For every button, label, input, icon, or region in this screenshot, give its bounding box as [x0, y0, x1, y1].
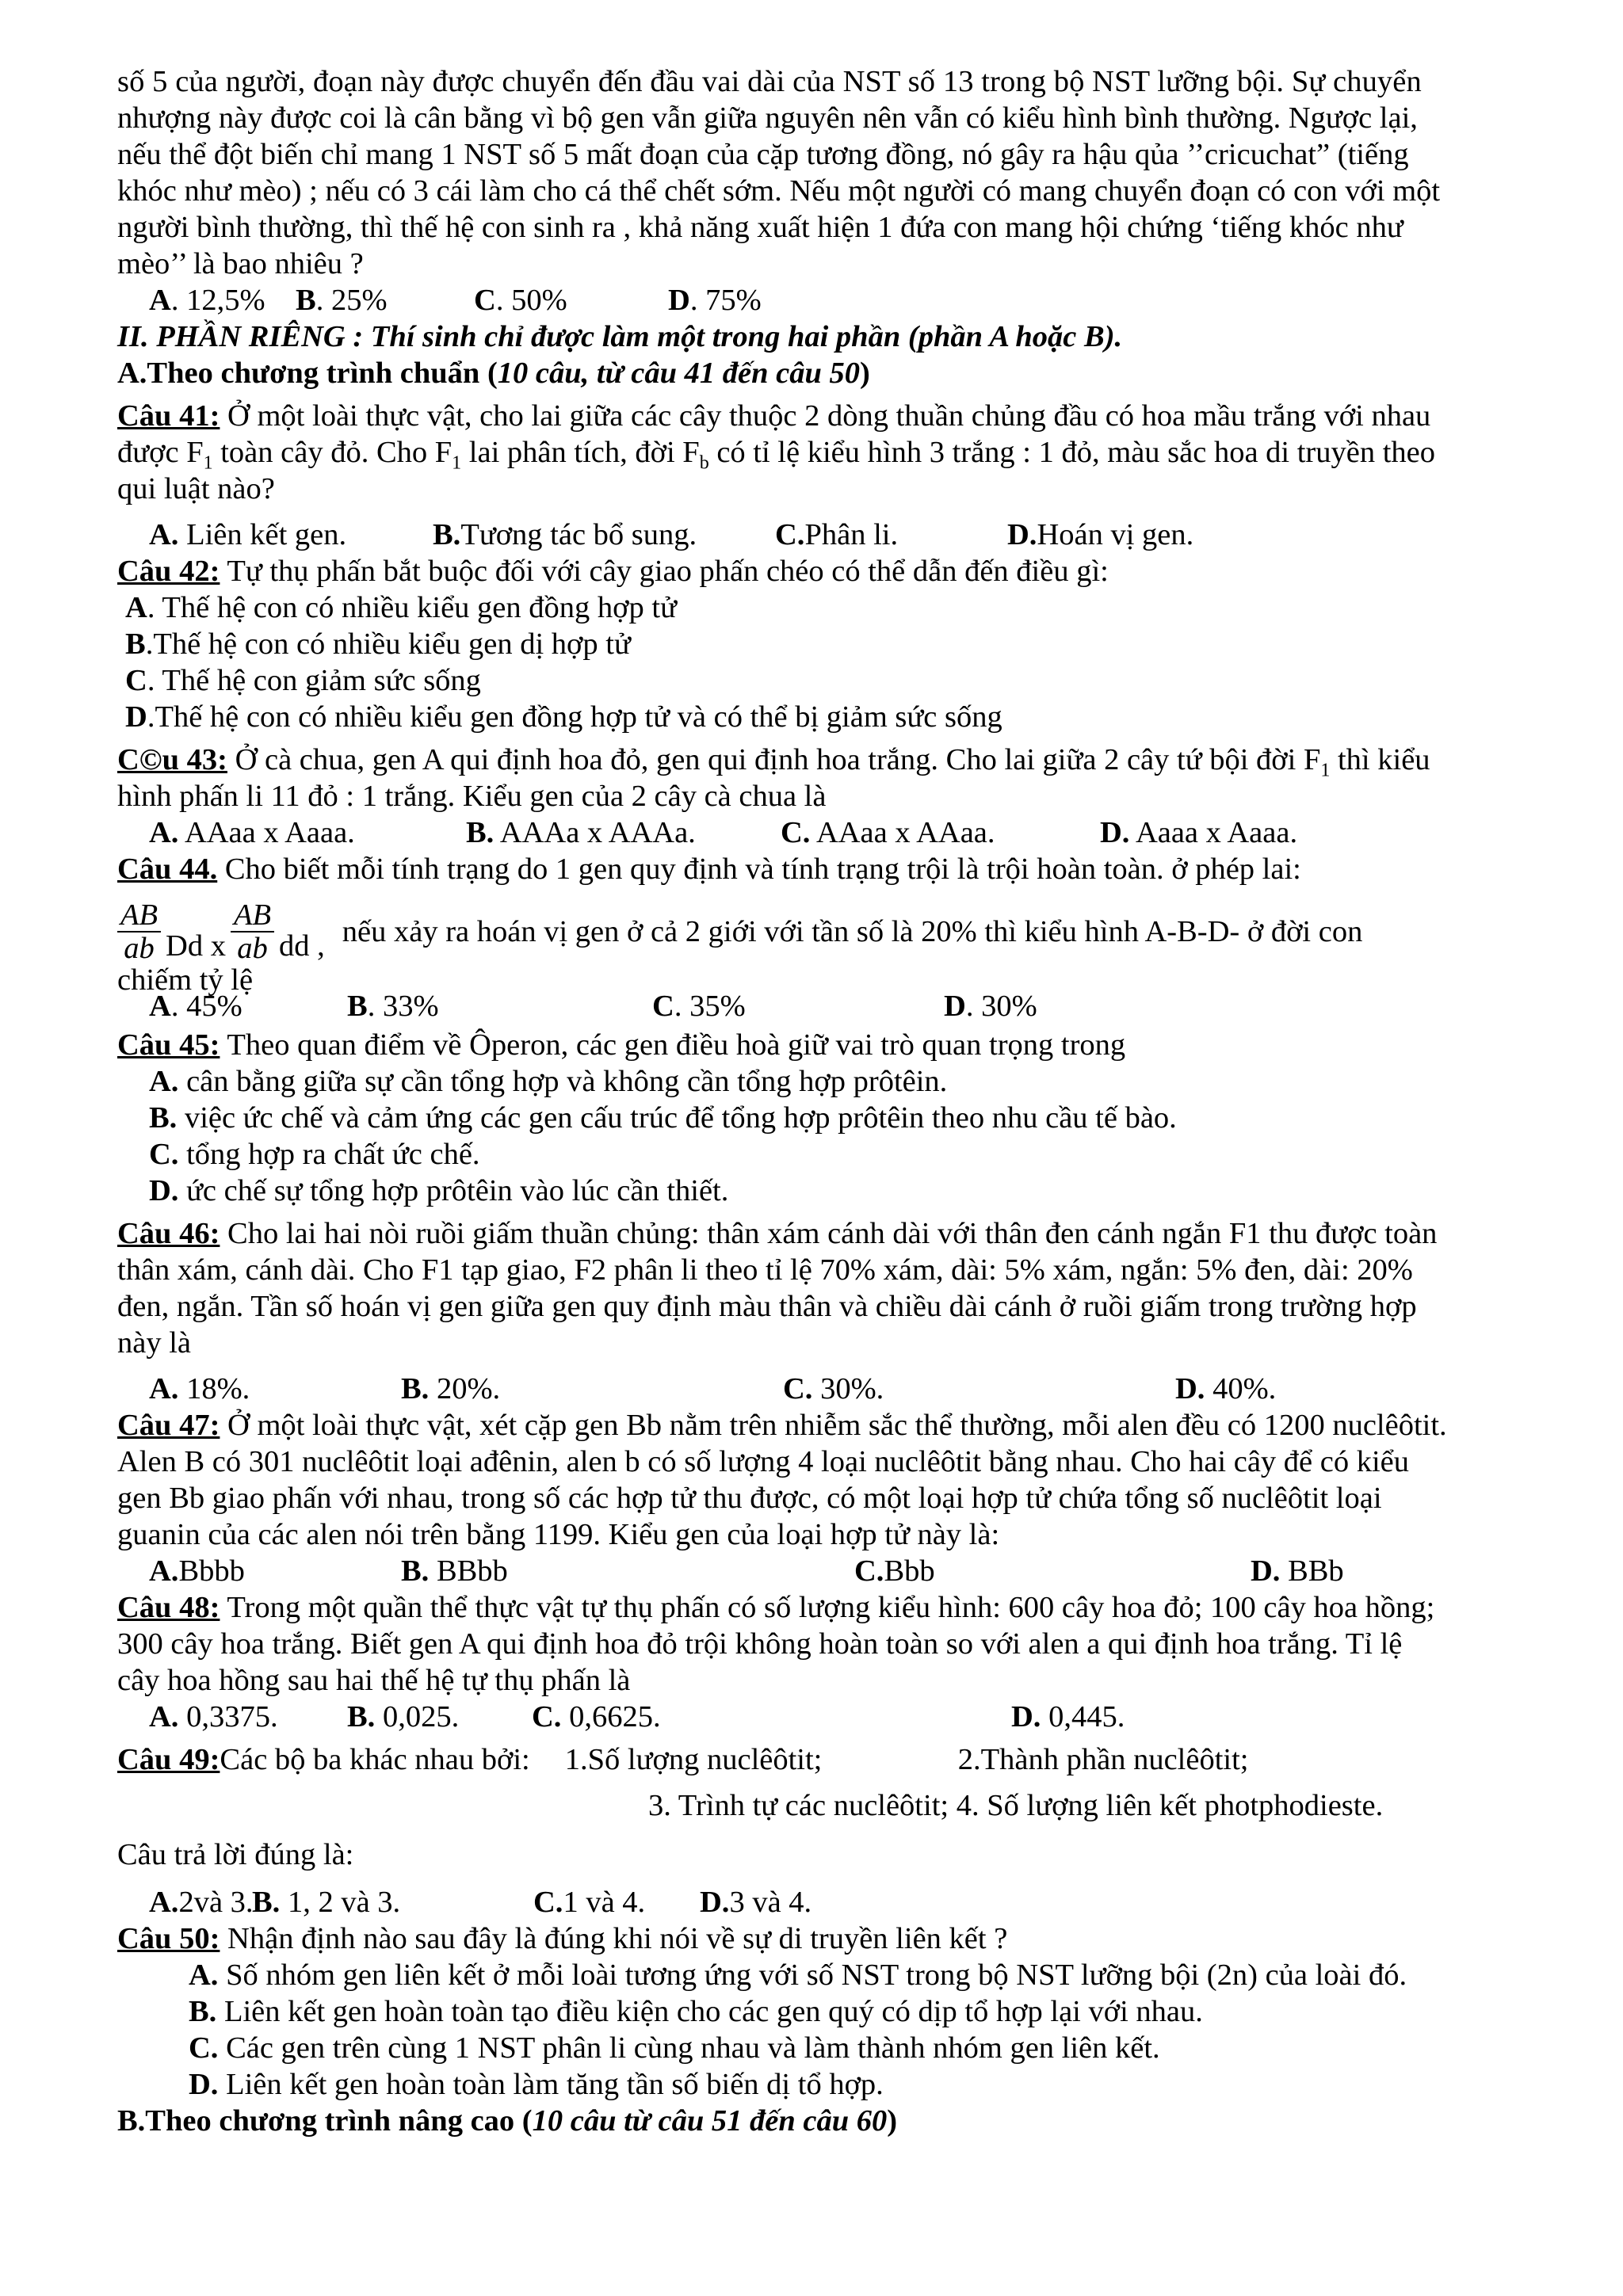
intro-line-3: nếu thể đột biến chỉ mang 1 NST số 5 mất đoạn của cặp tương đồng, nó gây ra hậu qủa ’’cricuchat” (tiếng: [117, 138, 1409, 171]
question-label: Câu 44.: [117, 852, 218, 886]
options: [117, 1371, 1544, 1407]
intro-line-1: số 5 của người, đoạn này được chuyển đến đầu vai dài của NST số 13 trong bộ NST lưỡng bội. Sự chuyển: [117, 65, 1422, 98]
question-text: Ở một loài thực vật, cho lai giữa các cây thuộc 2 dòng thuần chủng đầu có hoa mầu trắng với nhau: [220, 399, 1431, 433]
question-43: [117, 742, 1544, 851]
question-text: chiếm tỷ lệ: [117, 963, 254, 997]
question-text: guanin của các alen nói trên bằng 1199. Kiểu gen của loại hợp tử này là:: [117, 1518, 1000, 1551]
option-d: D. BBb: [1251, 1554, 1344, 1588]
question-text: hình phấn li 11 đỏ : 1 trắng. Kiểu gen của 2 cây cà chua là: [117, 780, 827, 813]
question-text: cây hoa hồng sau hai thế hệ tự thụ phấn là: [117, 1664, 631, 1697]
question-text: nếu xảy ra hoán vị gen ở cả 2 giới với tần số là 20% thì kiểu hình A-B-D- ở đời con: [342, 915, 1363, 948]
option-a: A. Thế hệ con có nhiều kiểu gen đồng hợp tử: [125, 591, 677, 624]
option-a: A.2và 3.: [149, 1886, 254, 1919]
question-text: Các bộ ba khác nhau bởi:: [220, 1743, 530, 1776]
option-c: C. 35%: [652, 990, 746, 1023]
options: [117, 1699, 1544, 1735]
option-d: D. 30%: [944, 990, 1037, 1023]
option-d: D.Thế hệ con có nhiều kiểu gen đồng hợp tử và có thể bị giảm sức sống: [125, 700, 1002, 734]
question-text: Ở một loài thực vật, xét cặp gen Bb nằm trên nhiễm sắc thể thường, mỗi alen đều có 1200 nuclêôtit.: [220, 1409, 1447, 1442]
option-d: D. 40%.: [1175, 1372, 1277, 1405]
question-label: Câu 49:: [117, 1743, 220, 1776]
options: [117, 517, 1544, 553]
option-b: B.Thế hệ con có nhiều kiểu gen dị hợp tử: [125, 627, 631, 661]
question-label: Câu 41:: [117, 399, 220, 433]
option-c: C. AAaa x AAaa.: [781, 816, 995, 849]
question-text: Nhận định nào sau đây là đúng khi nói về sự di truyền liên kết ?: [220, 1922, 1008, 1955]
option-d: D. 75%: [668, 284, 762, 317]
question-text: gen Bb giao phấn với nhau, trong số các hợp tử thu được, có một loại hợp tử chứa tổng số nuclêôtit loại: [117, 1482, 1382, 1515]
option-a: A. AAaa x Aaaa.: [149, 816, 355, 849]
option-a: A. 18%.: [149, 1372, 250, 1405]
intro-options: [117, 282, 1544, 318]
question-text: Theo quan điểm về Ôperon, các gen điều hoà giữ vai trò quan trọng trong: [220, 1028, 1126, 1062]
question-45: [117, 1027, 1544, 1209]
intro-line-6: mèo’’ là bao nhiêu ?: [117, 247, 364, 280]
option-d: D.Hoán vị gen.: [1007, 518, 1194, 551]
question-label: Câu 42:: [117, 555, 220, 588]
option-a: A. Liên kết gen.: [149, 518, 347, 551]
option-d: D. 0,445.: [1011, 1700, 1125, 1733]
question-44: [117, 851, 1544, 1023]
question-text: Tự thụ phấn bắt buộc đối với cây giao phấn chéo có thể dẫn đến điều gì:: [220, 555, 1109, 588]
question-text: 300 cây hoa trắng. Biết gen A qui định hoa đỏ trội không hoàn toàn so với alen a qui định hoa trắng. Tỉ lệ: [117, 1627, 1403, 1661]
question-text: Alen B có 301 nuclêôtit loại ađênin, alen b có số lượng 4 loại nuclêôtit bằng nhau. Cho hai cây để có kiểu: [117, 1445, 1410, 1478]
option-b: B. AAAa x AAAa.: [466, 816, 696, 849]
option-b: B. 0,025.: [347, 1700, 460, 1733]
option-b: B. Liên kết gen hoàn toàn tạo điều kiện cho các gen quý có dịp tổ hợp lại với nhau.: [189, 1995, 1203, 2028]
option-b: B. 1, 2 và 3.: [252, 1886, 401, 1919]
option-b: B. BBbb: [401, 1554, 508, 1588]
option-a: A. 12,5%: [149, 284, 265, 317]
options: [117, 814, 1544, 851]
question-label: C©u 43:: [117, 743, 227, 776]
question-text: Trong một quần thể thực vật tự thụ phấn có số lượng kiểu hình: 600 cây hoa đỏ; 100 cây hoa hồng;: [220, 1591, 1435, 1624]
answer-prompt: Câu trả lời đúng là:: [117, 1838, 354, 1871]
question-50: [117, 1920, 1544, 2103]
exam-page: [117, 63, 1544, 2139]
options: [117, 1884, 1544, 1920]
section-a-title: A.Theo chương trình chuẩn (10 câu, từ câu 41 đến câu 50): [117, 357, 870, 390]
option-a: A. cân bằng giữa sự cần tổng hợp và không cần tổng hợp prôtêin.: [149, 1065, 948, 1098]
option-a: A. 45%: [149, 990, 242, 1023]
option-b: B. 33%: [347, 990, 439, 1023]
question-label: Câu 46:: [117, 1217, 220, 1250]
items-3-4: 3. Trình tự các nuclêôtit; 4. Số lượng liên kết photphodieste.: [648, 1789, 1384, 1822]
option-c: C. Thế hệ con giảm sức sống: [125, 664, 481, 697]
options: [117, 1553, 1544, 1589]
option-c: C. Các gen trên cùng 1 NST phân li cùng nhau và làm thành nhóm gen liên kết.: [189, 2031, 1160, 2065]
option-a: A.Bbbb: [149, 1554, 245, 1588]
option-d: D. Liên kết gen hoàn toàn làm tăng tần số biến dị tổ hợp.: [189, 2068, 884, 2101]
question-47: [117, 1407, 1544, 1589]
fraction-left: $\frac{AB}{ab}$: [117, 899, 161, 964]
question-label: Câu 48:: [117, 1591, 220, 1624]
formula-mid: Dd x: [166, 929, 226, 963]
option-b: B. việc ức chế và cảm ứng các gen cấu trúc để tổng hợp prôtêin theo nhu cầu tế bào.: [149, 1101, 1177, 1135]
option-c: C.Bbb: [854, 1554, 935, 1588]
options: [117, 990, 1544, 1023]
question-text: Cho lai hai nòi ruồi giấm thuần chủng: thân xám cánh dài với thân đen cánh ngắn F1 thu được toàn: [220, 1217, 1438, 1250]
question-48: [117, 1589, 1544, 1735]
question-text: Ở cà chua, gen A qui định hoa đỏ, gen qui định hoa trắng. Cho lai giữa 2 cây tứ bội đời $F_1$ thì kiểu: [227, 743, 1430, 781]
question-text: qui luật nào?: [117, 472, 275, 505]
option-a: A. Số nhóm gen liên kết ở mỗi loài tương ứng với số NST trong bộ NST lưỡng bội (2n) của loài đó.: [189, 1958, 1407, 1992]
option-c: C. tổng hợp ra chất ức chế.: [149, 1138, 480, 1171]
question-label: Câu 45:: [117, 1028, 220, 1062]
formula-end: dd ,: [279, 929, 325, 963]
option-d: D. ức chế sự tổng hợp prôtêin vào lúc cần thiết.: [149, 1174, 729, 1207]
question-label: Câu 47:: [117, 1409, 220, 1442]
option-c: C. 0,6625.: [532, 1700, 661, 1733]
option-a: A. 0,3375.: [149, 1700, 278, 1733]
option-c: C. 50%: [474, 284, 567, 317]
question-46: [117, 1215, 1544, 1407]
question-41: [117, 398, 1544, 553]
intro-line-4: khóc như mèo) ; nếu có 3 cái làm cho cá thể chết sớm. Nếu một người có mang chuyển đoạn có con với một: [117, 174, 1441, 208]
question-text: đen, ngắn. Tần số hoán vị gen giữa gen quy định màu thân và chiều dài cánh ở ruồi giấm trong trường hợp: [117, 1290, 1417, 1323]
option-b: B. 25%: [296, 284, 388, 317]
question-49: [117, 1741, 1544, 1920]
question-text: được $F_1$ toàn cây đỏ. Cho $F_1$ lai phân tích, đời $F_b$ có tỉ lệ kiểu hình 3 trắng : 1 đỏ, màu sắc hoa di truyền theo: [117, 436, 1435, 474]
item-1: 1.Số lượng nuclêôtit;: [564, 1743, 823, 1776]
question-text: Cho biết mỗi tính trạng do 1 gen quy định và tính trạng trội là trội hoàn toàn. ở phép lai:: [217, 852, 1301, 886]
fraction-right: $\frac{AB}{ab}$: [231, 899, 274, 964]
option-d: D.3 và 4.: [700, 1886, 812, 1919]
cross-formula: [117, 891, 1544, 973]
question-42: [117, 553, 1544, 735]
question-label: Câu 50:: [117, 1922, 220, 1955]
intro-line-5: người bình thường, thì thế hệ con sinh ra , khả năng xuất hiện 1 đứa con mang hội chứng ‘tiếng khóc như: [117, 211, 1403, 244]
option-c: C.Phân li.: [775, 518, 899, 551]
option-b: B. 20%.: [401, 1372, 501, 1405]
intro-line-2: nhượng này được coi là cân bằng vì bộ gen vẫn giữa nguyên nên vẫn có kiểu hình bình thường. Ngược lại,: [117, 101, 1418, 135]
part2-heading: II. PHẦN RIÊNG : Thí sinh chỉ được làm một trong hai phần (phần A hoặc B).: [117, 320, 1123, 353]
question-text: này là: [117, 1326, 191, 1360]
option-c: C.1 và 4.: [533, 1886, 646, 1919]
section-b-title: B.Theo chương trình nâng cao (10 câu từ câu 51 đến câu 60): [117, 2104, 898, 2138]
option-d: D. Aaaa x Aaaa.: [1100, 816, 1298, 849]
option-c: C. 30%.: [783, 1372, 884, 1405]
option-b: B.Tương tác bổ sung.: [433, 518, 697, 551]
item-2: 2.Thành phần nuclêôtit;: [957, 1743, 1249, 1776]
question-text: thân xám, cánh dài. Cho F1 tạp giao, F2 phân li theo tỉ lệ 70% xám, dài: 5% xám, ngắn: 5% đen, dài: 20%: [117, 1253, 1413, 1287]
